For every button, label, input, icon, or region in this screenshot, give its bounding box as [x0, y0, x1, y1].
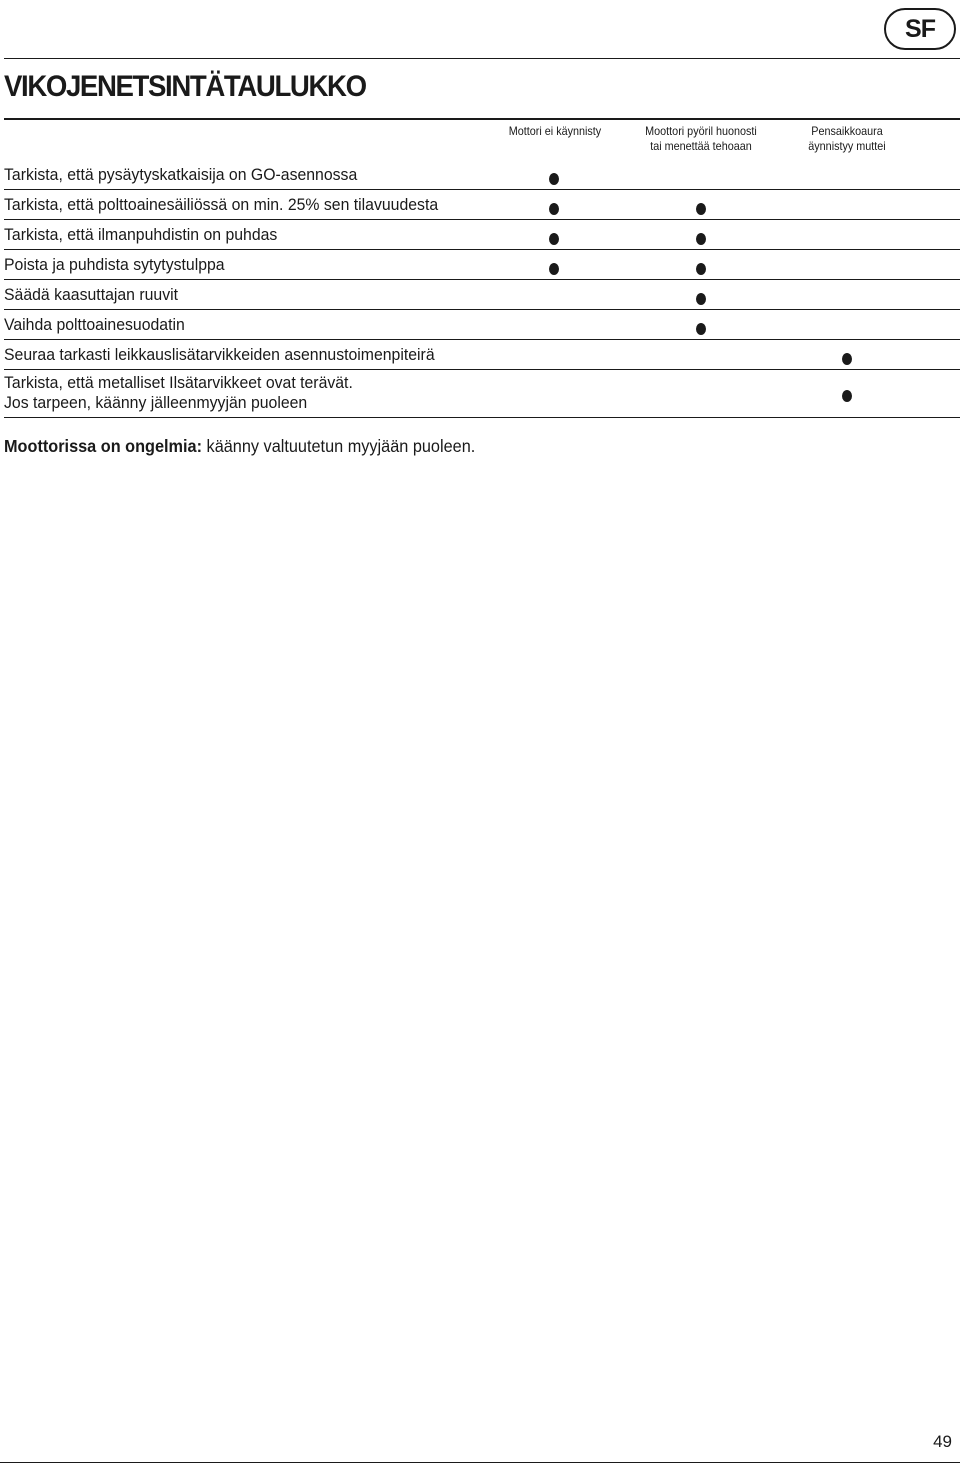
- bullet-mark-icon: [549, 233, 559, 245]
- bullet-mark-icon: [549, 263, 559, 275]
- column-header-brushcutter-starts: Pensaikkoaura äynnistyy muttei: [808, 124, 886, 153]
- row-instruction: Säädä kaasuttajan ruuvit: [4, 285, 179, 304]
- row-instruction: Poista ja puhdista sytytystulppa: [4, 255, 225, 274]
- page-number: 49: [933, 1432, 952, 1451]
- bullet-mark-icon: [549, 203, 559, 215]
- bullet-mark-icon: [842, 353, 852, 365]
- row-instruction: Tarkista, että polttoainesäiliössä on min. 25% sen tilavuudesta: [4, 195, 439, 214]
- row-instruction: Tarkista, että pysäytyskatkaisija on GO-asennossa: [4, 165, 358, 184]
- footer-note-text: käänny valtuutetun myyjään puoleen.: [202, 436, 476, 456]
- table-row: [4, 250, 960, 280]
- bullet-mark-icon: [696, 293, 706, 305]
- page-title: VIKOJENETSINTÄTAULUKKO: [4, 70, 366, 103]
- table-row: [4, 280, 960, 310]
- row-instruction: Tarkista, että metalliset Ilsätarvikkeet ovat terävät. Jos tarpeen, käänny jälleenmyyjän puoleen: [4, 373, 353, 412]
- language-badge: [884, 8, 956, 50]
- table-header-divider: [4, 118, 960, 120]
- bullet-mark-icon: [696, 233, 706, 245]
- bullet-mark-icon: [696, 203, 706, 215]
- bullet-mark-icon: [696, 263, 706, 275]
- language-badge-label: SF: [905, 14, 935, 43]
- table-row: [4, 340, 960, 370]
- bullet-mark-icon: [549, 173, 559, 185]
- footer-note-bold: Moottorissa on ongelmia:: [4, 436, 203, 456]
- row-instruction: Vaihda polttoainesuodatin: [4, 315, 185, 334]
- row-instruction: Tarkista, että ilmanpuhdistin on puhdas: [4, 225, 278, 244]
- column-header-engine-wont-start: Mottori ei käynnisty: [508, 124, 602, 138]
- table-row: [4, 370, 960, 418]
- bullet-mark-icon: [696, 323, 706, 335]
- top-divider: [4, 58, 960, 59]
- table-row: [4, 220, 960, 250]
- table-row: [4, 310, 960, 340]
- row-instruction: Seuraa tarkasti leikkauslisätarvikkeiden asennustoimenpiteirä: [4, 345, 435, 364]
- table-row: [4, 160, 960, 190]
- table-row: [4, 190, 960, 220]
- column-header-engine-runs-poorly: Moottori pyöril huonosti tai menettää tehoaan: [645, 124, 757, 153]
- bottom-divider: [0, 1462, 960, 1463]
- footer-note: [4, 436, 475, 457]
- bullet-mark-icon: [842, 390, 852, 402]
